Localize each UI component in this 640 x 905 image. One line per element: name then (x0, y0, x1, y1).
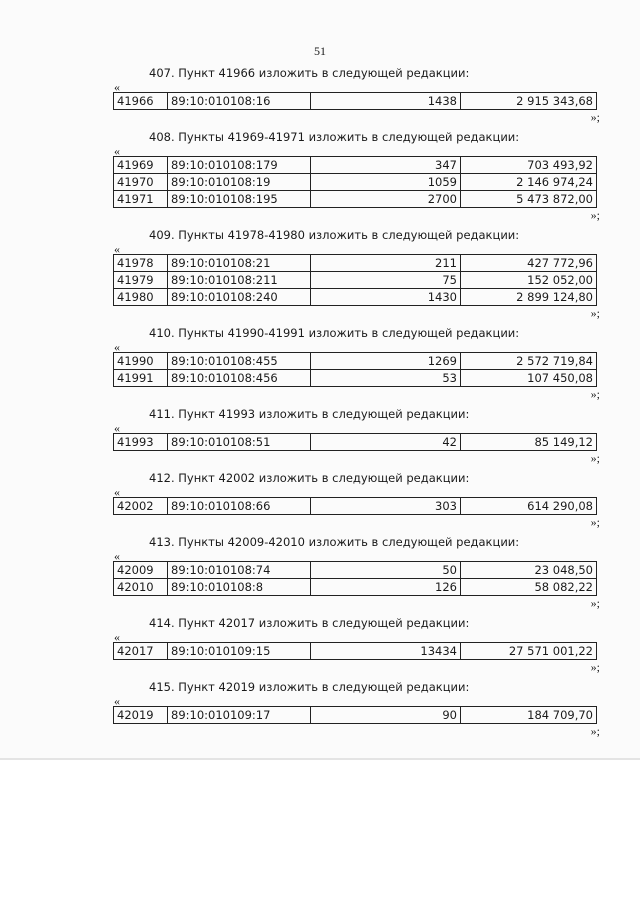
amendment-section (113, 616, 600, 674)
cadastral-number-cell: 89:10:010108:455 (168, 353, 311, 370)
table-row (114, 434, 597, 451)
amendment-section (113, 326, 600, 401)
table-row (114, 579, 597, 596)
page-number: 51 (314, 44, 326, 58)
table-row (114, 707, 597, 724)
value-cell: 23 048,50 (461, 562, 597, 579)
table-row (114, 498, 597, 515)
open-quote: « (114, 485, 120, 499)
item-number-cell: 41970 (114, 174, 168, 191)
section-heading: 409. Пункты 41978-41980 изложить в следующей редакции: (149, 228, 520, 242)
value-cell: 2 146 974,24 (461, 174, 597, 191)
value-cell: 427 772,96 (461, 255, 597, 272)
area-cell: 303 (311, 498, 461, 515)
area-cell: 1430 (311, 289, 461, 306)
section-heading: 414. Пункт 42017 изложить в следующей редакции: (149, 616, 470, 630)
section-heading: 411. Пункт 41993 изложить в следующей редакции: (149, 407, 470, 421)
table-row (114, 93, 597, 110)
open-quote: « (114, 630, 120, 644)
area-cell: 1059 (311, 174, 461, 191)
land-plot-table (113, 642, 597, 660)
open-quote: « (114, 340, 120, 354)
area-cell: 50 (311, 562, 461, 579)
amendment-section (113, 407, 600, 465)
value-cell: 5 473 872,00 (461, 191, 597, 208)
open-quote: « (114, 80, 120, 94)
item-number-cell: 41980 (114, 289, 168, 306)
close-quote: »; (590, 660, 600, 674)
value-cell: 107 450,08 (461, 370, 597, 387)
cadastral-number-cell: 89:10:010108:195 (168, 191, 311, 208)
area-cell: 126 (311, 579, 461, 596)
amendment-section (113, 66, 600, 124)
land-plot-table (113, 92, 597, 110)
item-number-cell: 41966 (114, 93, 168, 110)
table-row (114, 157, 597, 174)
table-row (114, 174, 597, 191)
value-cell: 85 149,12 (461, 434, 597, 451)
value-cell: 58 082,22 (461, 579, 597, 596)
close-quote: »; (590, 306, 600, 320)
amendment-section (113, 228, 600, 320)
area-cell: 2700 (311, 191, 461, 208)
cadastral-number-cell: 89:10:010108:66 (168, 498, 311, 515)
cadastral-number-cell: 89:10:010108:211 (168, 272, 311, 289)
cadastral-number-cell: 89:10:010108:8 (168, 579, 311, 596)
value-cell: 27 571 001,22 (461, 643, 597, 660)
area-cell: 53 (311, 370, 461, 387)
amendment-section (113, 680, 600, 738)
cadastral-number-cell: 89:10:010108:456 (168, 370, 311, 387)
cadastral-number-cell: 89:10:010108:21 (168, 255, 311, 272)
value-cell: 2 915 343,68 (461, 93, 597, 110)
table-row (114, 272, 597, 289)
table-row (114, 643, 597, 660)
close-quote: »; (590, 208, 600, 222)
open-quote: « (114, 694, 120, 708)
item-number-cell: 42010 (114, 579, 168, 596)
land-plot-table (113, 497, 597, 515)
close-quote: »; (590, 724, 600, 738)
land-plot-table (113, 156, 597, 208)
item-number-cell: 41993 (114, 434, 168, 451)
item-number-cell: 41978 (114, 255, 168, 272)
section-heading: 415. Пункт 42019 изложить в следующей редакции: (149, 680, 470, 694)
land-plot-table (113, 352, 597, 387)
value-cell: 614 290,08 (461, 498, 597, 515)
table-row (114, 562, 597, 579)
item-number-cell: 42002 (114, 498, 168, 515)
section-heading: 408. Пункты 41969-41971 изложить в следующей редакции: (149, 130, 520, 144)
area-cell: 1438 (311, 93, 461, 110)
value-cell: 2 572 719,84 (461, 353, 597, 370)
close-quote: »; (590, 387, 600, 401)
close-quote: »; (590, 596, 600, 610)
area-cell: 75 (311, 272, 461, 289)
close-quote: »; (590, 110, 600, 124)
cadastral-number-cell: 89:10:010108:179 (168, 157, 311, 174)
item-number-cell: 42017 (114, 643, 168, 660)
amendment-section (113, 130, 600, 222)
item-number-cell: 41990 (114, 353, 168, 370)
cadastral-number-cell: 89:10:010109:17 (168, 707, 311, 724)
item-number-cell: 41969 (114, 157, 168, 174)
amendment-section (113, 535, 600, 610)
table-row (114, 191, 597, 208)
section-heading: 412. Пункт 42002 изложить в следующей редакции: (149, 471, 470, 485)
value-cell: 2 899 124,80 (461, 289, 597, 306)
close-quote: »; (590, 515, 600, 529)
area-cell: 90 (311, 707, 461, 724)
value-cell: 703 493,92 (461, 157, 597, 174)
item-number-cell: 41979 (114, 272, 168, 289)
item-number-cell: 42019 (114, 707, 168, 724)
cadastral-number-cell: 89:10:010108:51 (168, 434, 311, 451)
land-plot-table (113, 433, 597, 451)
table-row (114, 370, 597, 387)
open-quote: « (114, 242, 120, 256)
amendment-section (113, 471, 600, 529)
area-cell: 1269 (311, 353, 461, 370)
cadastral-number-cell: 89:10:010108:240 (168, 289, 311, 306)
table-row (114, 255, 597, 272)
item-number-cell: 41991 (114, 370, 168, 387)
open-quote: « (114, 421, 120, 435)
open-quote: « (114, 144, 120, 158)
value-cell: 152 052,00 (461, 272, 597, 289)
table-row (114, 353, 597, 370)
open-quote: « (114, 549, 120, 563)
land-plot-table (113, 561, 597, 596)
land-plot-table (113, 254, 597, 306)
cadastral-number-cell: 89:10:010108:16 (168, 93, 311, 110)
section-heading: 407. Пункт 41966 изложить в следующей редакции: (149, 66, 470, 80)
table-row (114, 289, 597, 306)
area-cell: 13434 (311, 643, 461, 660)
section-heading: 413. Пункты 42009-42010 изложить в следующей редакции: (149, 535, 520, 549)
value-cell: 184 709,70 (461, 707, 597, 724)
area-cell: 211 (311, 255, 461, 272)
cadastral-number-cell: 89:10:010109:15 (168, 643, 311, 660)
item-number-cell: 42009 (114, 562, 168, 579)
cadastral-number-cell: 89:10:010108:19 (168, 174, 311, 191)
cadastral-number-cell: 89:10:010108:74 (168, 562, 311, 579)
section-heading: 410. Пункты 41990-41991 изложить в следующей редакции: (149, 326, 520, 340)
area-cell: 347 (311, 157, 461, 174)
item-number-cell: 41971 (114, 191, 168, 208)
amendment-list (0, 66, 640, 737)
land-plot-table (113, 706, 597, 724)
area-cell: 42 (311, 434, 461, 451)
close-quote: »; (590, 451, 600, 465)
